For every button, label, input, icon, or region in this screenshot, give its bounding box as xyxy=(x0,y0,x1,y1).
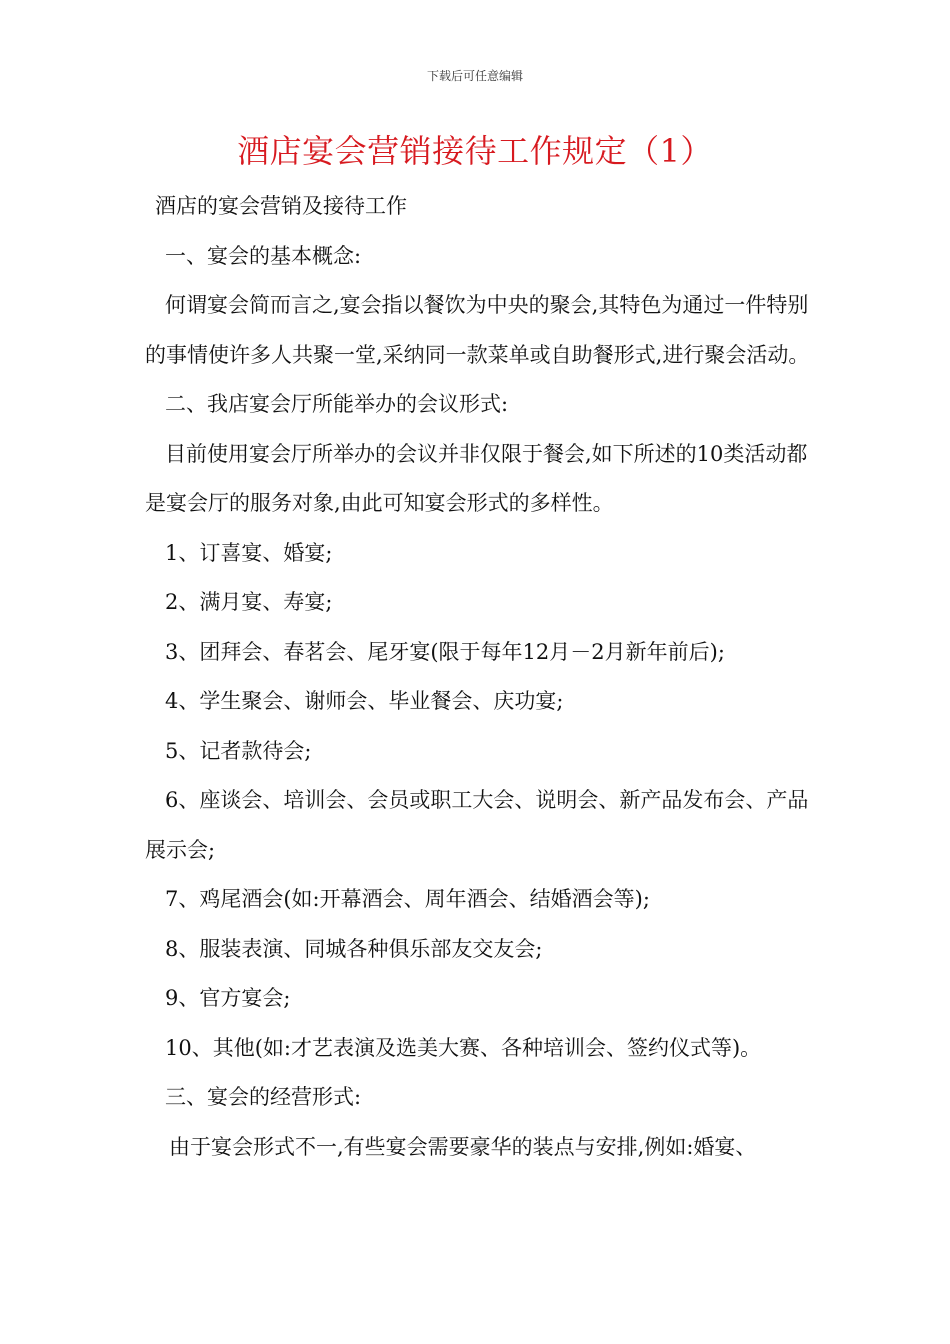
document-title: 酒店宴会营销接待工作规定（1） xyxy=(237,132,713,170)
section-heading-3: 三、宴会的经营形式: xyxy=(165,1085,362,1109)
document-body xyxy=(145,182,813,1172)
paragraph-operation: 由于宴会形式不一,有些宴会需要豪华的装点与安排,例如:婚宴、 xyxy=(169,1134,757,1159)
list-item: 9、官方宴会; xyxy=(165,986,291,1010)
list-item: 8、服装表演、同城各种俱乐部友交友会; xyxy=(165,936,543,961)
header-note: 下载后可任意编辑 xyxy=(426,69,523,83)
list-item: 6、座谈会、培训会、会员或职工大会、说明会、新产品发布会、产品展示会; xyxy=(145,788,809,862)
list-item: 7、鸡尾酒会(如:开幕酒会、周年酒会、结婚酒会等); xyxy=(165,887,650,911)
section-heading-1: 一、宴会的基本概念: xyxy=(165,243,362,268)
section-heading-2: 二、我店宴会厅所能举办的会议形式: xyxy=(165,392,509,416)
list-item: 3、团拜会、春茗会、尾牙宴(限于每年12月－2月新年前后); xyxy=(165,639,725,664)
list-item: 1、订喜宴、婚宴; xyxy=(165,540,333,565)
list-item: 2、满月宴、寿宴; xyxy=(165,590,333,614)
list-item: 10、其他(如:才艺表演及选美大赛、各种培训会、签约仪式等)。 xyxy=(165,1035,762,1060)
paragraph-definition: 何谓宴会简而言之,宴会指以餐饮为中央的聚会,其特色为通过一件特别的事情使许多人共聚一堂,采纳同一款菜单或自助餐形式,进行聚会活动。 xyxy=(145,293,810,367)
paragraph-intro: 酒店的宴会营销及接待工作 xyxy=(155,194,407,218)
list-item: 5、记者款待会; xyxy=(165,738,312,763)
paragraph-forms: 目前使用宴会厅所举办的会议并非仅限于餐会,如下所述的10类活动都是宴会厅的服务对象,由此可知宴会形式的多样性。 xyxy=(145,441,808,515)
list-item: 4、学生聚会、谢师会、毕业餐会、庆功宴; xyxy=(165,689,564,713)
